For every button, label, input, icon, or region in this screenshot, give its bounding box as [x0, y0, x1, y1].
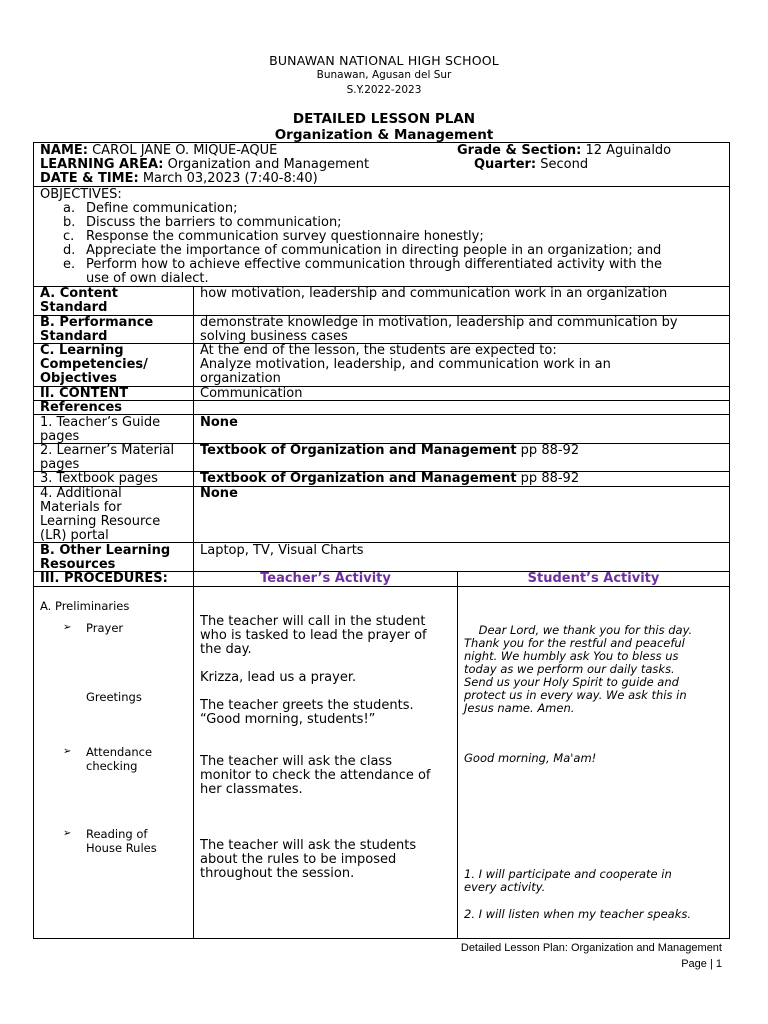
- learners-material-pages: pp 88-92: [516, 443, 580, 458]
- grade-value: 12 Aguinaldo: [581, 143, 672, 158]
- school-year: S.Y.2022-2023: [346, 84, 422, 96]
- step-house-rules-2: House Rules: [86, 841, 157, 855]
- step-attendance: Attendance: [86, 745, 153, 759]
- other-resources-label: B. Other Learning: [40, 543, 171, 558]
- performance-standard-value: demonstrate knowledge in motivation, leadership and communication by: [200, 315, 678, 330]
- objectives-heading: OBJECTIVES:: [40, 187, 122, 202]
- quarter-field: [474, 158, 588, 172]
- objective-letter: e.: [63, 257, 76, 272]
- document-title: DETAILED LESSON PLAN: [292, 111, 476, 127]
- teacher-prayer-text-2: who is tasked to lead the prayer of: [200, 628, 427, 643]
- textbook-book: Textbook of Organization and Management: [200, 471, 517, 486]
- content-standard-value: how motivation, leadership and communication work in an organization: [200, 286, 668, 301]
- references-label: References: [40, 400, 123, 415]
- content-label: II. CONTENT: [40, 386, 129, 401]
- teachers-guide-label-2: pages: [40, 429, 80, 444]
- preliminaries-label: A. Preliminaries: [40, 599, 130, 613]
- date-value: March 03,2023 (7:40-8:40): [138, 171, 318, 186]
- teacher-prayer-text-3: the day.: [200, 642, 252, 657]
- additional-materials-label-4: (LR) portal: [40, 528, 109, 543]
- student-prayer-text-2: Thank you for the restful and peaceful: [464, 636, 685, 650]
- textbook-pages: pp 88-92: [516, 471, 580, 486]
- student-prayer-text-5: Send us your Holy Spirit to guide and: [464, 675, 679, 689]
- objective-letter: d.: [63, 243, 76, 258]
- school-name: BUNAWAN NATIONAL HIGH SCHOOL: [269, 53, 499, 68]
- competencies-value-3: organization: [200, 371, 281, 386]
- grade-section-field: [457, 144, 671, 158]
- document-subtitle: Organization & Management: [274, 127, 494, 143]
- teacher-rules-text-2: about the rules to be imposed: [200, 852, 397, 867]
- objective-item: Discuss the barriers to communication;: [86, 215, 342, 230]
- school-address: Bunawan, Agusan del Sur: [316, 69, 452, 81]
- learners-material-value: [200, 444, 579, 458]
- arrow-bullet-icon: ➢: [63, 828, 72, 839]
- objective-item: Appreciate the importance of communication in directing people in an organization; and: [86, 243, 662, 258]
- student-prayer-text-4: today as we perform our daily tasks.: [464, 662, 675, 676]
- content-value: Communication: [200, 386, 303, 401]
- teacher-greet-text: The teacher greets the students.: [200, 698, 414, 713]
- student-rule-1: 1. I will participate and cooperate in: [464, 867, 672, 881]
- step-greetings: Greetings: [86, 690, 142, 704]
- objective-item-continued: use of own dialect.: [86, 271, 209, 286]
- student-prayer-text-6: protect us in every way. We ask this in: [464, 688, 687, 702]
- learning-area-field: [40, 158, 369, 172]
- teachers-guide-value: None: [200, 415, 238, 430]
- quarter-value: Second: [536, 157, 589, 172]
- competencies-label: C. Learning: [40, 343, 124, 358]
- name-field: [40, 144, 277, 158]
- student-prayer-text-7: Jesus name. Amen.: [464, 701, 575, 715]
- other-resources-value: Laptop, TV, Visual Charts: [200, 543, 364, 558]
- objective-item: Perform how to achieve effective communication through differentiated activity with the: [86, 257, 662, 272]
- teacher-rules-text: The teacher will ask the students: [200, 838, 417, 853]
- competencies-label-2: Competencies/: [40, 357, 148, 372]
- teachers-guide-label: 1. Teacher’s Guide: [40, 415, 161, 430]
- footer-title: Detailed Lesson Plan: Organization and Management: [460, 942, 722, 954]
- performance-standard-value-2: solving business cases: [200, 329, 348, 344]
- content-standard-label-2: Standard: [40, 300, 108, 315]
- objective-letter: b.: [63, 215, 76, 230]
- additional-materials-label-3: Learning Resource: [40, 514, 161, 529]
- textbook-pages-label: 3. Textbook pages: [40, 471, 158, 486]
- step-prayer: Prayer: [86, 621, 124, 635]
- textbook-pages-value: [200, 472, 579, 486]
- competencies-value: At the end of the lesson, the students are expected to:: [200, 343, 557, 358]
- grade-label: Grade & Section:: [457, 143, 582, 158]
- additional-materials-label-2: Materials for: [40, 500, 122, 515]
- student-prayer-text: Dear Lord, we thank you for this day.: [464, 623, 693, 637]
- area-value: Organization and Management: [163, 157, 370, 172]
- teacher-prayer-text: The teacher will call in the student: [200, 614, 426, 629]
- step-house-rules: Reading of: [86, 827, 148, 841]
- competencies-label-3: Objectives: [40, 371, 118, 386]
- date-label: DATE & TIME:: [40, 171, 139, 186]
- learners-material-label-2: pages: [40, 457, 80, 472]
- student-rule-2: 2. I will listen when my teacher speaks.: [464, 907, 692, 921]
- performance-standard-label-2: Standard: [40, 329, 108, 344]
- arrow-bullet-icon: ➢: [63, 746, 72, 757]
- student-prayer-text-3: night. We humbly ask You to bless us: [464, 649, 679, 663]
- student-greeting-text: Good morning, Ma'am!: [464, 751, 597, 765]
- content-standard-label: A. Content: [40, 286, 118, 301]
- teacher-greet-text-2: “Good morning, students!”: [200, 712, 376, 727]
- learners-material-book: Textbook of Organization and Management: [200, 443, 517, 458]
- arrow-bullet-icon: ➢: [63, 622, 72, 633]
- step-attendance-2: checking: [86, 759, 138, 773]
- teacher-attendance-text-2: monitor to check the attendance of: [200, 768, 431, 783]
- procedures-label: III. PROCEDURES:: [40, 571, 168, 586]
- learners-material-label: 2. Learner’s Material: [40, 443, 175, 458]
- objective-letter: c.: [63, 229, 75, 244]
- objective-letter: a.: [63, 201, 76, 216]
- competencies-value-2: Analyze motivation, leadership, and communication work in an: [200, 357, 611, 372]
- teacher-rules-text-3: throughout the session.: [200, 866, 355, 881]
- student-activity-header: Student’s Activity: [527, 571, 660, 586]
- additional-materials-label: 4. Additional: [40, 486, 122, 501]
- other-resources-label-2: Resources: [40, 557, 116, 572]
- footer-page-number: Page | 1: [681, 958, 722, 970]
- teacher-krizza-text: Krizza, lead us a prayer.: [200, 670, 357, 685]
- teacher-attendance-text-3: her classmates.: [200, 782, 303, 797]
- objective-item: Response the communication survey questionnaire honestly;: [86, 229, 484, 244]
- additional-materials-value: None: [200, 486, 238, 501]
- area-label: LEARNING AREA:: [40, 157, 164, 172]
- date-time-field: [40, 172, 318, 186]
- objective-item: Define communication;: [86, 201, 238, 216]
- quarter-label: Quarter:: [474, 157, 537, 172]
- name-value: CAROL JANE O. MIQUE-AQUE: [87, 143, 278, 158]
- student-rule-1-continued: every activity.: [464, 880, 546, 894]
- performance-standard-label: B. Performance: [40, 315, 154, 330]
- teacher-attendance-text: The teacher will ask the class: [200, 754, 392, 769]
- teacher-activity-header: Teacher’s Activity: [260, 571, 391, 586]
- name-label: NAME:: [40, 143, 88, 158]
